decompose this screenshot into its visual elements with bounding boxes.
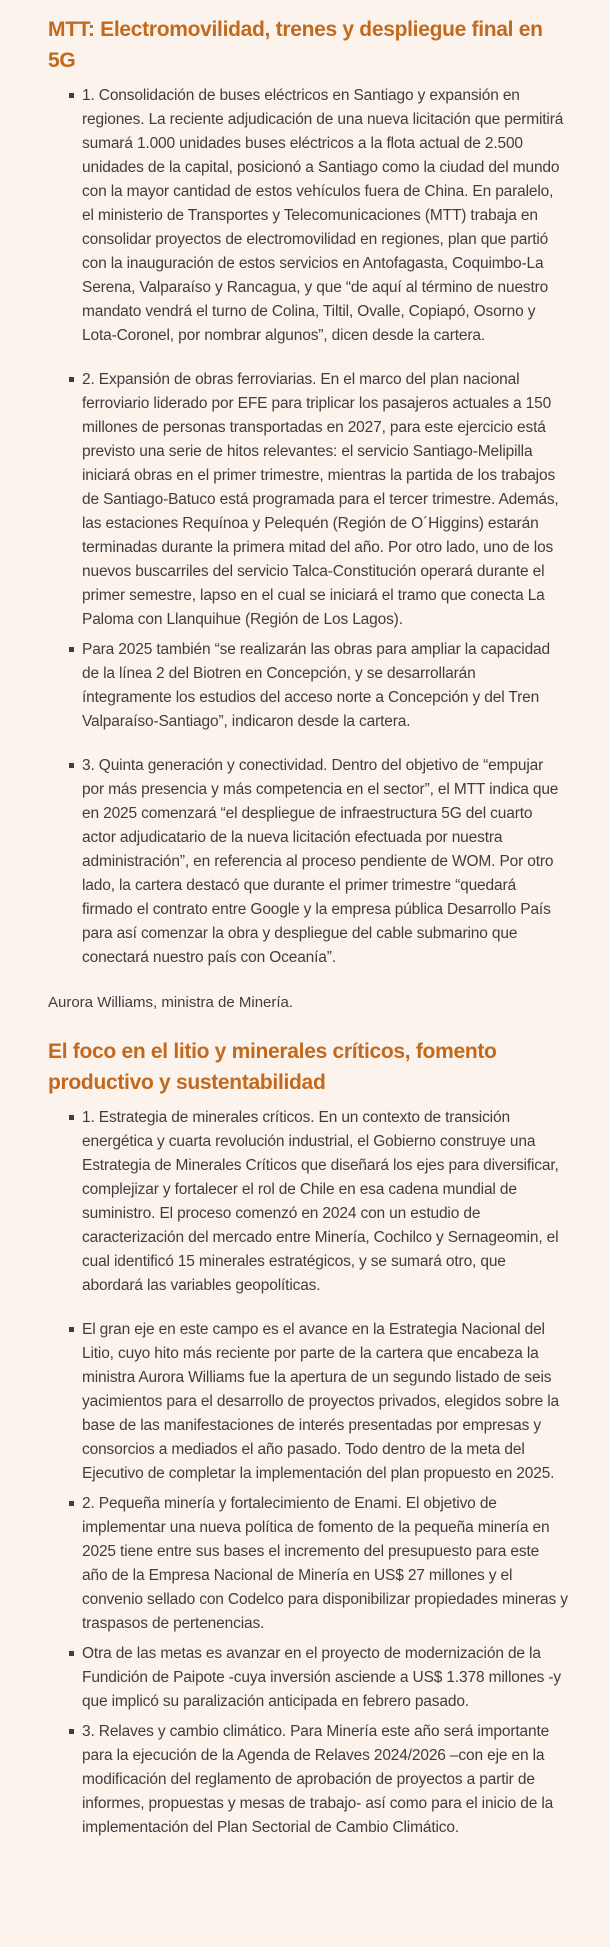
list-item-text: 3. Relaves y cambio climático. Para Minería este año será importante para la ejecución de la Agenda de Relaves 2024/2026 –con eje en la modificación del reglamento de aprobación de proyectos a partir de informes, propuestas y mesas de trabajo- así como para el inicio de la implementación del Plan Sectorial de Cambio Climático. [82, 1723, 554, 1836]
section-heading-mtt: MTT: Electromovilidad, trenes y despliegue final en 5G [48, 18, 543, 72]
list-item [82, 84, 568, 348]
list-item [82, 754, 568, 970]
square-bullet-icon [69, 1651, 74, 1656]
list-item [82, 1642, 568, 1714]
list-item-text: 3. Quinta generación y conectividad. Dentro del objetivo de “empujar por más presencia y más competencia en el sector”, el MTT indica que en 2025 comenzará “el despliegue de infraestructura 5G del cuarto actor adjudicatario de la nueva licitación efectuada por nuestra administración”, en referencia al proceso pendiente de WOM. Por otro lado, la cartera destacó que durante el primer trimestre “quedará firmado el contrato entre Google y la empresa pública Desarrollo País para así comenzar la obra y despliegue del cable submarino que conectará nuestro país con Oceanía”. [82, 757, 559, 966]
square-bullet-icon [69, 93, 74, 98]
mtt-bullet-list [48, 84, 568, 970]
list-item [82, 1318, 568, 1486]
square-bullet-icon [69, 1729, 74, 1734]
list-item-text: 2. Expansión de obras ferroviarias. En el marco del plan nacional ferroviario liderado por EFE para triplicar los pasajeros actuales a 150 millones de personas transportadas en 2027, para este ejercicio está previsto una serie de hitos relevantes: el servicio Santiago-Melipilla iniciará obras en el primer trimestre, mientras la partida de los trabajos de Santiago-Batuco está programada para el tercer trimestre. Además, las estaciones Requínoa y Pelequén (Región de O´Higgins) estarán terminadas durante la primera mitad del año. Por otro lado, uno de los nuevos buscarriles del servicio Talca-Constitución operará durante el primer semestre, lapso en el cual se iniciará el tramo que conecta La Paloma con Llanquihue (Región de Los Lagos). [82, 371, 559, 628]
square-bullet-icon [69, 1327, 74, 1332]
list-item-text: Otra de las metas es avanzar en el proyecto de modernización de la Fundición de Paipote -cuya inversión asciende a US$ 1.378 millones -y que implicó su paralización anticipada en febrero pasado. [82, 1645, 562, 1710]
mineria-bullet-list [48, 1106, 568, 1840]
list-item [82, 1106, 568, 1298]
list-item [82, 1492, 568, 1636]
list-item-text: El gran eje en este campo es el avance en la Estrategia Nacional del Litio, cuyo hito más reciente por parte de la cartera que encabeza la ministra Aurora Williams fue la apertura de un segundo listado de seis yacimientos para el desarrollo de proyectos privados, elegidos sobre la base de las manifestaciones de interés presentadas por empresas y consorcios a mediados el año pasado. Todo dentro de la meta del Ejecutivo de completar la implementación del plan propuesto en 2025. [82, 1321, 560, 1482]
list-item-text: 2. Pequeña minería y fortalecimiento de Enami. El objetivo de implementar una nueva política de fomento de la pequeña minería en 2025 tiene entre sus bases el incremento del presupuesto para este año de la Empresa Nacional de Minería en US$ 27 millones y el convenio sellado con Codelco para disponibilizar propiedades mineras y traspasos de pertenencias. [82, 1495, 568, 1632]
list-item [82, 638, 568, 734]
section-heading-litio: El foco en el litio y minerales críticos, fomento productivo y sustentabilidad [48, 1040, 497, 1094]
list-item [82, 368, 568, 632]
list-item-text: 1. Consolidación de buses eléctricos en Santiago y expansión en regiones. La reciente adjudicación de una nueva licitación que permitirá sumará 1.000 unidades buses eléctricos a la flota actual de 2.500 unidades de la capital, posicionó a Santiago como la ciudad del mundo con la mayor cantidad de estos vehículos fuera de China. En paralelo, el ministerio de Transportes y Telecomunicaciones (MTT) trabaja en consolidar proyectos de electromovilidad en regiones, plan que partió con la inauguración de estos servicios en Antofagasta, Coquimbo-La Serena, Valparaíso y Rancagua, y que “de aquí al término de nuestro mandato vendrá el turno de Colina, Tiltil, Ovalle, Copiapó, Osorno y Lota-Coronel, por nombrar algunos”, dicen desde la cartera. [82, 87, 564, 344]
square-bullet-icon [69, 647, 74, 652]
square-bullet-icon [69, 1115, 74, 1120]
list-item-text: Para 2025 también “se realizarán las obras para ampliar la capacidad de la línea 2 del Biotren en Concepción, y se desarrollarán íntegramente los estudios del acceso norte a Concepción y del Tren Valparaíso-Santiago”, indicaron desde la cartera. [82, 641, 550, 730]
list-item-text: 1. Estrategia de minerales críticos. En un contexto de transición energética y cuarta revolución industrial, el Gobierno construye una Estrategia de Minerales Críticos que diseñará los ejes para diversificar, complejizar y fortalecer el rol de Chile en esa cadena mundial de suministro. El proceso comenzó en 2024 con un estudio de caracterización del mercado entre Minería, Cochilco y Sernageomin, el cual identificó 15 minerales estratégicos, y se sumará otro, que abordará las variables geopolíticas. [82, 1109, 559, 1294]
square-bullet-icon [69, 1501, 74, 1506]
square-bullet-icon [69, 377, 74, 382]
square-bullet-icon [69, 763, 74, 768]
photo-caption: Aurora Williams, ministra de Minería. [48, 994, 294, 1011]
list-item [82, 1720, 568, 1840]
